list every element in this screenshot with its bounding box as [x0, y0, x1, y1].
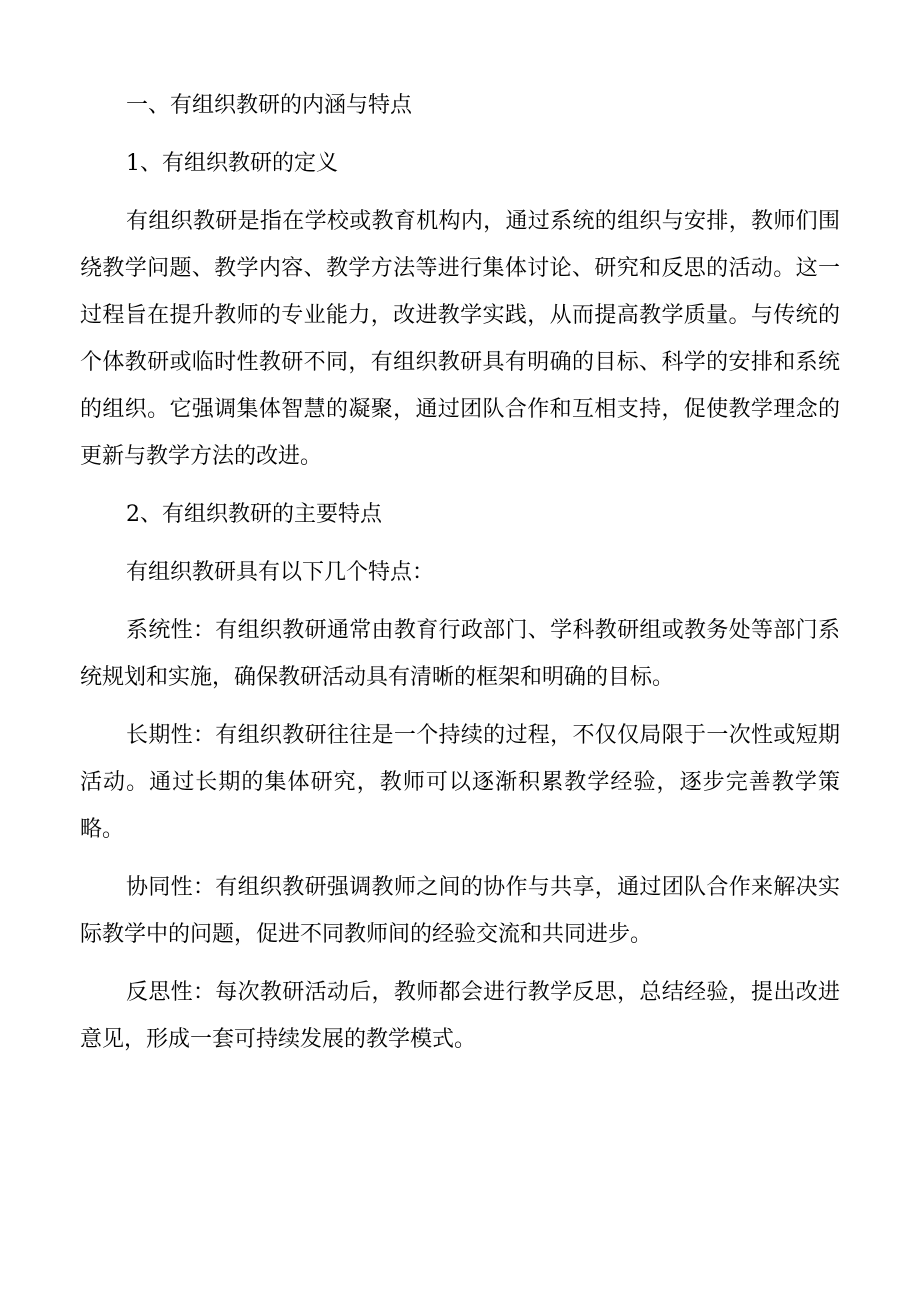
feature-collaborative-paragraph: 协同性：有组织教研强调教师之间的协作与共享，通过团队合作来解决实际教学中的问题，促进不同教师间的经验交流和共同进步。: [80, 875, 840, 947]
feature-systematic-paragraph: 系统性：有组织教研通常由教育行政部门、学科教研组或教务处等部门系统规划和实施，确保教研活动具有清晰的框架和明确的目标。: [80, 618, 840, 690]
feature-reflective-paragraph: 反思性：每次教研活动后，教师都会进行教学反思，总结经验，提出改进意见，形成一套可持续发展的教学模式。: [80, 980, 840, 1052]
document-body: [80, 82, 840, 1063]
section-heading: 一、有组织教研的内涵与特点: [126, 93, 413, 118]
definition-paragraph: 有组织教研是指在学校或教育机构内，通过系统的组织与安排，教师们围绕教学问题、教学内容、教学方法等进行集体讨论、研究和反思的活动。这一过程旨在提升教师的专业能力，改进教学实践，从而提高教学质量。与传统的个体教研或临时性教研不同，有组织教研具有明确的目标、科学的安排和系统的组织。它强调集体智慧的凝聚，通过团队合作和互相支持，促使教学理念的更新与教学方法的改进。: [80, 209, 840, 469]
feature-long-term-paragraph: 长期性：有组织教研往往是一个持续的过程，不仅仅局限于一次性或短期活动。通过长期的集体研究，教师可以逐渐积累教学经验，逐步完善教学策略。: [80, 723, 840, 842]
subsection-heading-features: 2、有组织教研的主要特点: [126, 502, 382, 527]
subsection-heading-definition: 1、有组织教研的定义: [126, 151, 338, 176]
features-intro-paragraph: 有组织教研具有以下几个特点：: [126, 560, 435, 585]
